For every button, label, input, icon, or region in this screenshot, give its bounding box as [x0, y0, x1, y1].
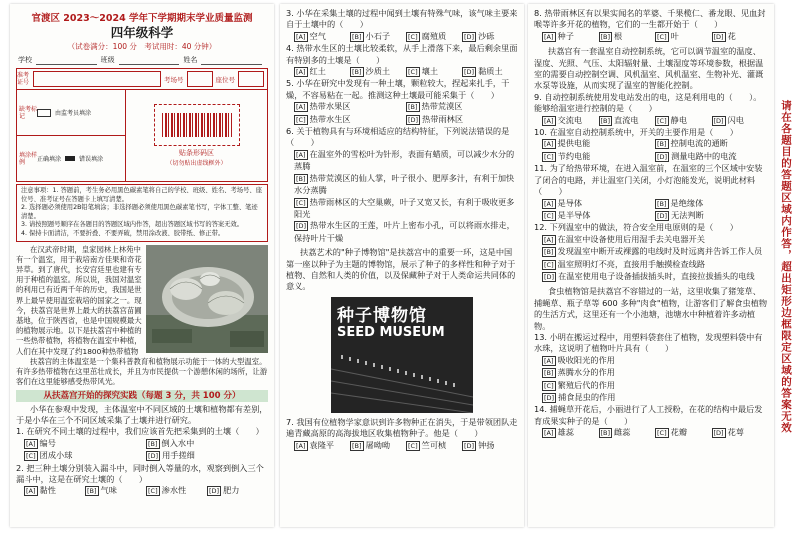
question-1-options	[24, 438, 268, 463]
absent-checkbox[interactable]	[37, 109, 51, 117]
option-b[interactable]: [B] 屠呦呦	[352, 439, 391, 450]
option-b[interactable]: [B] 雌蕊	[600, 427, 631, 438]
question-9: 9. 自动控制系统使用发电站发出的电，这是利用电的（ ）。能够给温室进行控制的是（ ）	[534, 91, 762, 114]
greenhouse-photo-art	[146, 245, 268, 353]
barcode-note: （切勿贴出虚线框外）	[166, 160, 227, 167]
option-c[interactable]: [C] 热带水生区	[296, 113, 351, 124]
option-d[interactable]: [D] 热带雨林区	[408, 113, 464, 124]
fill-right-label: 正确填涂	[37, 156, 62, 163]
option-d[interactable]: [D] 热带水生区的王莲，叶片上密布小孔，可以将雨水排走，保持叶片干燥	[294, 220, 515, 243]
intro-text: 在汉武帝时期，皇家园林上林苑中有一个温室，用于栽培南方佳果和奇花异草。到了唐代，长安宫廷里也建有专用于种植的温室。所以说，我国对温室的利用已有近两千年的历史，我国是世界上最早使用温室栽培的国家之一。现今，扶荔宫是世界上最大的扶荔宫苗圃基地，位于陕西省，也是中国规模最大的植物展示地。以下是扶荔宫中种植的一些热带植物，将植物在温室中种植，人们在其中发现了约1800种热带植物	[16, 244, 142, 356]
name-field-label: 姓名	[183, 56, 198, 64]
option-d[interactable]: [D] 肥力	[209, 485, 240, 496]
question-7-options	[294, 440, 518, 452]
question-4: 4. 热带水生区的土壤比较柔软，从手上滑落下来，最后剩余里面有特别多的土壤是（ ）	[286, 43, 518, 65]
option-d[interactable]: [D] 在温室使用电子设备插拔插头时，直接拉拔插头的电线	[544, 270, 755, 281]
question-10-options	[542, 138, 768, 163]
id-input[interactable]	[33, 71, 161, 87]
answer-sheet-page-3	[528, 4, 774, 527]
option-c[interactable]: [C] 繁殖后代的作用	[544, 379, 615, 390]
question-7: 7. 我国有位植物学家意识到许多物种正在消失，于是带领团队走遍青藏高原的高海拔地区收集植物种子。他是（ ）	[286, 416, 518, 439]
option-b[interactable]: [B] 控制电流的通断	[657, 138, 728, 149]
seed-museum-photo	[331, 297, 473, 413]
lead-text: 小华在参观中发现，主体温室中不同区域的土壤和植物都有差别，于是小华在三个不同区域采集了土壤并进行研究。	[16, 403, 268, 425]
notice-item: 2. 选择题必须使用2B铅笔填涂；非选择题必须使用黑色碳素笔书写，字体工整、笔迹清楚。	[21, 204, 258, 220]
option-b[interactable]: [B] 是绝缘体	[657, 197, 704, 208]
seed-museum-text: 扶荔艺术的"种子博物馆"是扶荔宫中的重要一环，这是中国第一座以种子为主题的博物馆，展示了种子的多样性和种子对于植物、自然和人类的价值，以及保藏种子对于人类命运共同体的意义。	[286, 247, 516, 292]
intro-text-2: 扶荔宫的主体温室是一个集科普教育和植物展示功能于一体的大型温室。有许多热带植物在这里茁壮成长，并且为市民提供一个游憩休闲的场所，让游客们在这里能够感受热带风光。	[16, 356, 268, 386]
barcode-icon	[162, 113, 232, 137]
option-c[interactable]: [C] 节约电能	[544, 150, 591, 161]
fill-wrong-label: 错误填涂	[79, 156, 104, 163]
id-label: 准考证号	[17, 72, 30, 86]
notice-item: 注意事项：1. 答题前，考生务必用黑色碳素笔将自己的学校、班级、姓名、考场号、座位号、准考证号在答题卡上填写清楚。	[21, 187, 262, 203]
option-c[interactable]: [C] 是半导体	[544, 209, 591, 220]
option-c[interactable]: [C] 渗水性	[148, 485, 187, 496]
option-a[interactable]: [A] 在温室外的雪松叶为针形，表面有蜡质，可以减少水分的蒸腾	[294, 148, 515, 172]
option-a[interactable]: [A] 种子	[544, 30, 574, 41]
option-a[interactable]: [A] 是导体	[544, 197, 583, 208]
seat-input[interactable]	[238, 71, 264, 87]
option-d[interactable]: [D] 沙砾	[464, 30, 495, 41]
room-label: 考场号	[164, 75, 184, 84]
option-b[interactable]: [B] 蒸腾水分的作用	[544, 367, 615, 378]
option-a[interactable]: [A] 交流电	[544, 114, 583, 125]
option-d[interactable]: [D] 钟扬	[464, 439, 495, 450]
side-warning: 请在各题目的答题区域内作答，超出矩形边框限定区域的答案无效	[780, 100, 792, 434]
option-a[interactable]: [A] 黏性	[26, 485, 56, 496]
option-c[interactable]: [C] 腐殖质	[408, 30, 447, 41]
question-2-options	[24, 485, 268, 497]
question-5-options	[294, 101, 518, 126]
question-6: 6. 关于植物具有与环境相适应的结构特征，下列说法错误的是（ ）	[286, 126, 510, 148]
option-d[interactable]: [D] 测量电路中的电流	[657, 150, 737, 161]
option-a[interactable]: [A] 吸收阳光的作用	[544, 354, 615, 365]
option-c[interactable]: [C] 静电	[657, 114, 688, 125]
seat-label: 座位号	[215, 75, 235, 84]
option-b[interactable]: [B] 热带荒漠区	[408, 101, 463, 112]
exam-title: 四年级科学	[110, 25, 174, 40]
option-d[interactable]: [D] 花	[713, 30, 736, 41]
option-a[interactable]: [A] 袁隆平	[296, 439, 335, 450]
option-c[interactable]: [C] 壤土	[408, 66, 439, 77]
option-b[interactable]: [B] 气味	[87, 485, 117, 496]
school-field-label: 学校	[18, 56, 32, 64]
insect-plant-text: 食虫植物馆是扶荔宫不容错过的一站，这里收集了猪笼草、捕蝇草、瓶子草等 600 多种"肉食"植物，让游客们了解食虫植物的生活方式，这里还有一个小池塘，池塘水中种植着许多动植物。	[534, 286, 768, 331]
option-b[interactable]: [B] 根	[600, 30, 623, 41]
control-system-text: 扶荔宫有一套温室自动控制系统，它可以调节温室的温度、湿度、光照、气压、太阳辐射量、土壤湿度等环境参数，根据温室的需要自动控制空调、风机温室、风机温室、生物补光、灌溉水泵等设施，从而实现了温室的智能化控制。	[534, 46, 764, 91]
option-d[interactable]: [D] 花萼	[713, 427, 744, 438]
question-14: 14. 捕蝇草开花后，小丽进行了人工授粉，在花的结构中最后发育成果实种子的是（ ）	[534, 404, 763, 426]
option-a[interactable]: [A] 红土	[296, 66, 326, 77]
option-a[interactable]: [A] 热带水果区	[296, 101, 351, 112]
option-d[interactable]: [D] 无法判断	[657, 209, 704, 220]
option-b[interactable]: [B] 小石子	[352, 30, 391, 41]
option-a[interactable]: [A] 编号	[26, 437, 56, 448]
option-c[interactable]: [C] 热带雨林区的大空巢蕨，叶子又宽又长，有利于吸收更多阳光	[294, 196, 515, 219]
question-11-options	[542, 198, 768, 223]
option-a[interactable]: [A] 提供电能	[544, 138, 591, 149]
question-2: 2. 把三种土壤分别装入漏斗中，同时倒入等量的水，观察到倒入三个漏斗中，这是在研究土壤的（ ）	[16, 462, 264, 484]
option-c[interactable]: [C] 竺可桢	[408, 439, 447, 450]
answer-sheet-page-1	[10, 4, 274, 527]
question-13: 13. 小明在搬运过程中，用塑料袋套住了植物，发现塑料袋中有水珠，这说明了植物叶片具有（ ）	[534, 331, 763, 354]
absent-note: 由监考员填涂	[55, 110, 92, 117]
barcode-area	[126, 90, 267, 181]
option-d[interactable]: [D] 捕食昆虫的作用	[544, 392, 616, 402]
option-d[interactable]: [D] 黏质土	[464, 66, 503, 77]
option-b[interactable]: [B] 沙质土	[352, 66, 391, 77]
option-c[interactable]: [C] 花瓣	[657, 427, 688, 438]
greenhouse-aerial-photo	[146, 245, 268, 353]
option-b[interactable]: [B] 直流电	[600, 114, 639, 125]
room-input[interactable]	[187, 71, 213, 87]
option-d[interactable]: [D] 用手搓细	[148, 450, 195, 461]
question-11: 11. 为了给热带环境，在进入温室前，在温室的三个区域中安装了闭合的电路，并让温室门关闭，小灯泡能发光，说明此材料（ ）	[534, 163, 763, 197]
student-info-row	[18, 55, 266, 65]
barcode-label: 贴条形码区	[179, 149, 214, 157]
option-a[interactable]: [A] 空气	[296, 30, 326, 41]
answer-sheet-page-2	[280, 4, 524, 527]
option-c[interactable]: [C] 叶	[657, 30, 679, 41]
option-a[interactable]: [A] 在温室中设备使用后用湿手去关电器开关	[544, 233, 705, 244]
question-10: 10. 在温室自动控制系统中，开关的主要作用是（ ）	[534, 127, 738, 138]
question-14-options	[542, 427, 768, 439]
option-b[interactable]: [B] 发现温室中断开或裸露的电线时及时远离并告诉工作人员	[544, 246, 763, 257]
question-3-options	[294, 31, 518, 43]
question-3: 3. 小华在采集土壤的过程中闻到土壤有特殊气味，该气味主要来自于土壤中的（ ）	[286, 8, 518, 30]
question-13-options	[542, 355, 768, 405]
question-4-options	[294, 66, 518, 78]
option-b[interactable]: [B] 热带荒漠区的仙人掌，叶子很小、肥厚多汁，有利于加快水分蒸腾	[294, 172, 515, 196]
option-a[interactable]: [A] 雄蕊	[544, 427, 574, 438]
question-9-options	[542, 115, 768, 127]
question-8-options	[542, 31, 768, 43]
question-1: 1. 在研究不同土壤的过程中，我们应该首先把采集到的土壤（ ）	[16, 426, 264, 437]
fill-sample-label: 填涂样例	[19, 151, 38, 166]
class-field-label: 班级	[100, 56, 115, 64]
option-c[interactable]: [C] 团成小球	[26, 450, 73, 461]
fill-right-sample	[65, 156, 75, 161]
section-banner: 从扶荔宫开始的探究实践（每题 3 分，共 100 分）	[16, 390, 268, 402]
option-c[interactable]: [C] 温室照明灯不亮，直接用手触摸检查线路	[544, 258, 706, 269]
notice-item: 3. 请按照题号顺序在各题目的答题区域内作答，超出答题区域书写的答案无效。	[21, 221, 244, 229]
question-6-options	[294, 149, 518, 244]
exam-info: （试卷满分：100 分 考试用时：40 分钟）	[67, 42, 217, 51]
notice-item: 4. 保持卡面清洁，不要折叠、不要弄破，禁用涂改液、胶带纸、修正带。	[21, 229, 225, 237]
info-box	[16, 68, 268, 182]
option-b[interactable]: [B] 倒入水中	[148, 437, 195, 448]
absent-label: 缺考标记	[19, 105, 38, 120]
question-5: 5. 小华在研究中发现有一种土壤，颗粒较大，捏起来扎手，干燥，不容易粘在一起。推测这种土壤最可能采集于（ ）	[286, 78, 510, 100]
option-d[interactable]: [D] 闪电	[713, 114, 744, 125]
question-12: 12. 下列温室中的做法，符合安全用电原则的是（ ）	[534, 222, 738, 233]
question-12-options	[542, 234, 768, 284]
museum-sign-cn: 种子博物馆	[337, 305, 427, 326]
question-8: 8. 热带雨林区有以果实闻名的苹婆、千果榄仁、番龙眼、见血封喉等许多开花的植物，它们的一生都开始于（ ）	[534, 8, 766, 30]
notice-box	[16, 184, 268, 242]
museum-sign-en: SEED MUSEUM	[337, 324, 445, 340]
district-title: 官渡区 2023～2024 学年下学期期末学业质量监测	[31, 13, 253, 24]
